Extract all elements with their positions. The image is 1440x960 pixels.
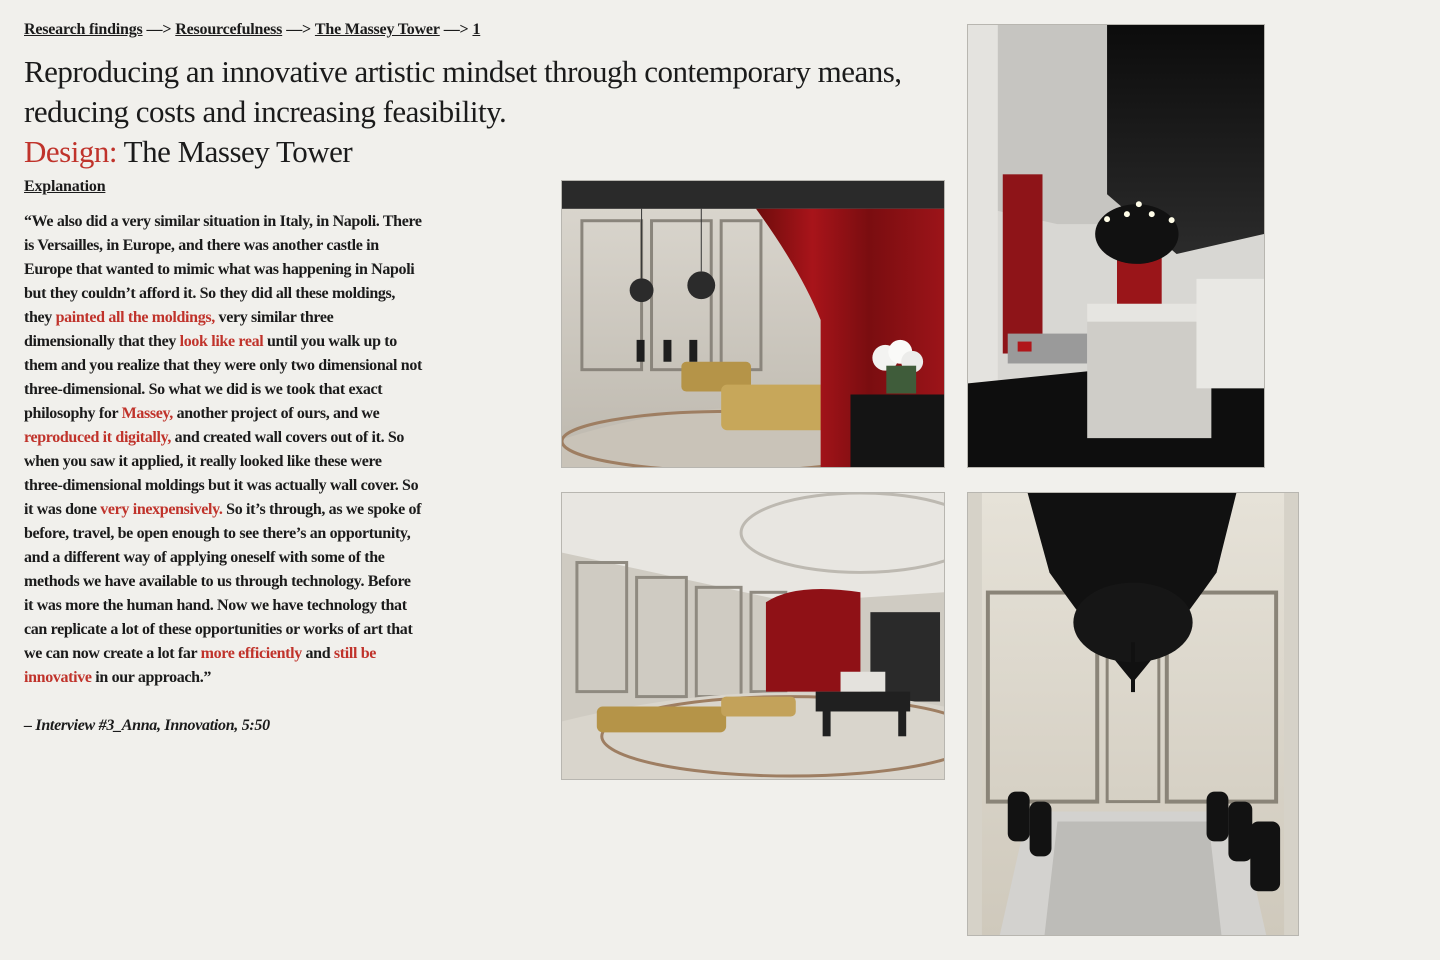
gallery-photo (561, 492, 945, 780)
quote-citation: – Interview #3_Anna, Innovation, 5:50 (24, 717, 270, 734)
section-label-explanation: Explanation (24, 178, 106, 195)
page-headline: Reproducing an innovative artistic mindset through contemporary means, reducing costs and increasing feasibility. (24, 54, 902, 129)
breadcrumb-separator: —> (443, 21, 469, 38)
quote-text: and created wall covers out of it. So when you saw it applied, it really looked like these were three-dimensional moldings but it was actually wall cover. So it was done (24, 429, 419, 518)
quote-highlight: more efficiently (200, 645, 302, 662)
dining-room-photo (967, 492, 1299, 936)
breadcrumb-separator: —> (286, 21, 311, 38)
interview-quote (24, 210, 422, 690)
quote-highlight: still be innovative (24, 645, 376, 686)
quote-text: So it’s through, as we spoke of before, travel, be open enough to see there’s an opportunity, and a different way of applying oneself with some of the methods we have available to us through technology. Before it was more the human hand. Now we have technology that can replicate a lot of these opportunities or works of art that we can now create a lot far (24, 501, 422, 662)
quote-highlight: reproduced it digitally, (24, 429, 172, 446)
breadcrumb-page-1[interactable]: 1 (472, 21, 481, 38)
quote-text: very similar three dimensionally that they (24, 309, 334, 350)
quote-text: “We also did a very similar situation in Italy, in Napoli. There is Versailles, in Europe, and there was another castle in Europe that wanted to mimic what was happening in Napoli but they couldn’t afford it. So they did all these moldings, they (24, 213, 422, 326)
quote-text: another project of ours, and we (172, 405, 380, 422)
quote-text: until you walk up to them and you realize that they were only two dimensional not three-dimensional. So what we did is we took that exact philosophy for (24, 333, 422, 422)
breadcrumb-massey-tower[interactable]: The Massey Tower (314, 21, 440, 38)
breadcrumb-separator: —> (146, 21, 172, 38)
kitchen-photo (967, 24, 1265, 468)
quote-text: and (301, 645, 334, 662)
breadcrumb-research-findings[interactable]: Research findings (24, 21, 143, 38)
quote-highlight: Massey, (121, 405, 173, 422)
quote-highlight: very inexpensively. (100, 501, 223, 518)
design-name: The Massey Tower (123, 134, 353, 169)
breadcrumb (24, 21, 480, 39)
quote-highlight: look like real (179, 333, 264, 350)
breadcrumb-resourcefulness[interactable]: Resourcefulness (175, 21, 283, 38)
quote-highlight: painted all the moldings, (55, 309, 215, 326)
lobby-photo (561, 180, 945, 468)
design-label: Design: (24, 134, 117, 169)
design-title (24, 132, 352, 172)
quote-text: in our approach.” (91, 669, 211, 686)
